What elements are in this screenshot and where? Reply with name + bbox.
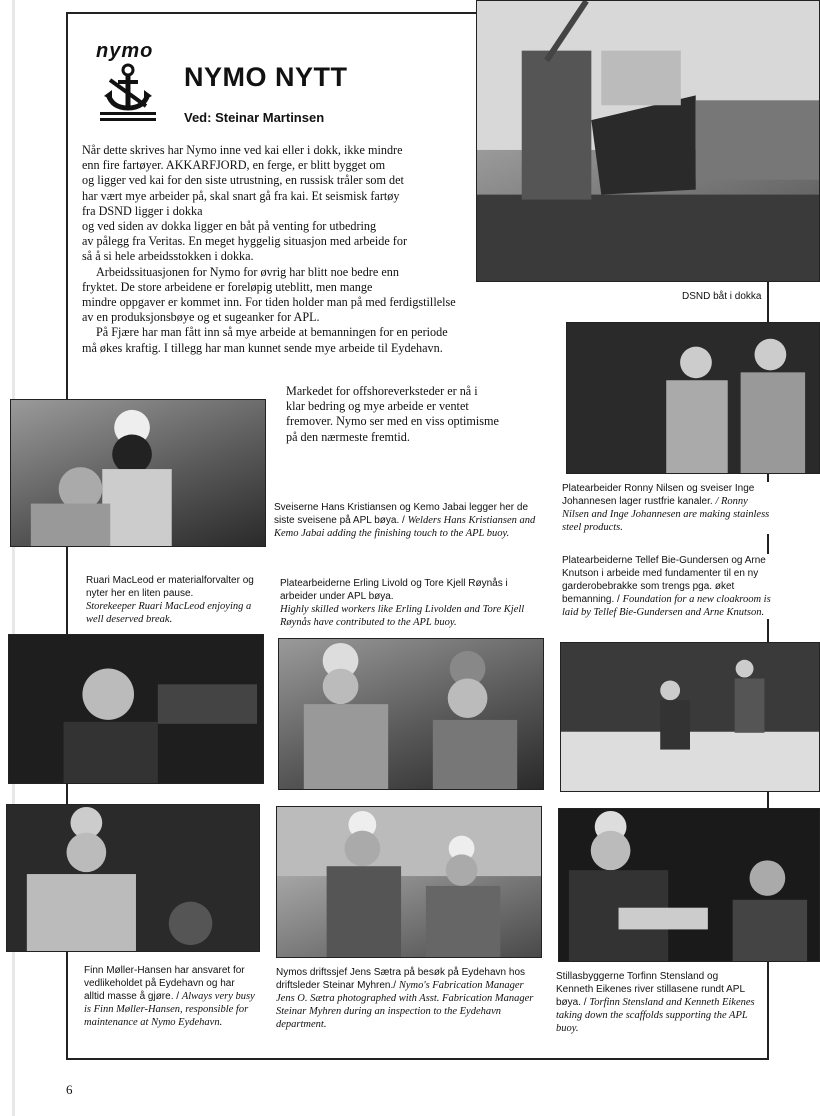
caption-dsnd: DSND båt i dokka xyxy=(682,291,762,302)
para-3: På Fjære har man fått inn så mye arbeide at bemanningen for en periode må økes kraftig. I tillegg har man kunnet sende mye arbeide til Eydehavn. xyxy=(82,325,448,355)
photo-finn xyxy=(6,804,260,952)
ruari-graphic xyxy=(9,635,263,783)
caption-ronny: Platearbeider Ronny Nilsen og sveiser Inge Johannesen lager rustfrie kanaler. / Ronny Nilsen and Inge Johannesen are making stainless steel products. xyxy=(562,482,772,534)
photo-ruari xyxy=(8,634,264,784)
photo-dsnd-ship xyxy=(476,0,820,282)
caption-welders: Sveiserne Hans Kristiansen og Kemo Jabai legger her de siste sveisene på APL bøya. / Welders Hans Kristiansen and Kemo Jabai adding the finishing touch to the APL buoy. xyxy=(274,502,536,539)
article-body xyxy=(82,143,474,356)
photo-ronny-inge xyxy=(566,322,820,474)
tellef-graphic xyxy=(561,643,819,791)
caption-tellef: Platearbeiderne Tellef Bie-Gundersen og Arne Knutson i arbeide med fundamenter til en ny garderobebrakke som trengs pga. øket bemanning. / Foundation for a new cloakroom is laid by Tellef Bie-Gundersen and Arne Knutson. xyxy=(562,555,771,618)
torfinn-graphic xyxy=(559,809,819,961)
caption-erling: Platearbeiderne Erling Livold og Tore Kjell Røynås i arbeider under APL bøya. Highly skilled workers like Erling Livolden and Tore Kjell Røynås have contributed to the APL buoy. xyxy=(280,577,546,629)
photo-jens-steinar xyxy=(276,806,542,958)
caption-torfinn: Stillasbyggerne Torfinn Stensland og Kenneth Eikenes river stillasene rundt APL bøya. / Torfinn Stensland and Kenneth Eikenes taking down the scaffolds supporting the APL buoy. xyxy=(556,971,755,1034)
page-title: NYMO NYTT xyxy=(184,62,348,92)
para-4: Markedet for offshoreverksteder er nå i klar bedring og mye arbeide er ventet fremover. Nymo ser med en viss optimisme på den nærmeste fremtid. xyxy=(286,384,499,444)
caption-ruari: Ruari MacLeod er materialforvalter og nyter her en liten pause. Storekeeper Ruari MacLeod enjoying a well deserved break. xyxy=(86,574,266,626)
finn-graphic xyxy=(7,805,259,951)
photo-welders xyxy=(10,399,266,547)
photo-torfinn-kenneth xyxy=(558,808,820,962)
para-1: Når dette skrives har Nymo inne ved kai eller i dokk, ikke mindre enn fire fartøyer. AKKARFJORD, en ferge, er blitt bygget om og ligger ved kai for den siste utrustning, en russisk tråler som det har vært mye arbeider på, skal snart gå fra kai. Et seismisk fartøy fra DSND ligger i dokka og ved siden av dokka ligger en båt på venting for utbedring av pålegg fra Veritas. En meget hyggelig situasjon med arbeide for så å si hele arbeidsstokken i dokka. xyxy=(82,143,408,264)
logo-wordmark: nymo xyxy=(96,40,154,62)
byline: Ved: Steinar Martinsen xyxy=(184,110,325,125)
ship-graphic xyxy=(477,1,819,281)
caption-finn: Finn Møller-Hansen har ansvaret for vedlikeholdet på Eydehavn og har alltid masse å gjøre. / Always very busy is Finn Møller-Hansen, responsible for maintenance at Nymo Eydehavn. xyxy=(84,965,255,1028)
jens-graphic xyxy=(277,807,541,957)
ronny-graphic xyxy=(567,323,819,473)
caption-jens: Nymos driftssjef Jens Sætra på besøk på Eydehavn hos driftsleder Steinar Myhren./ Nymo's Fabrication Manager Jens O. Sætra photographed with Asst. Fabrication Manager Steinar Myhren during an inspection to the Eydehavn department. xyxy=(276,966,538,1031)
para-2: Arbeidssituasjonen for Nymo for øvrig har blitt noe bedre enn fryktet. De store arbeidene er foreløpig uteblitt, men mange mindre oppgaver er kommet inn. For tiden holder man på med ferdigstillelse av en produksjonsbøye og et sugeanker for APL. xyxy=(82,264,456,325)
anchor-logo-icon xyxy=(96,60,160,124)
erling-graphic xyxy=(279,639,543,789)
welders-graphic xyxy=(11,400,265,546)
photo-erling-tore xyxy=(278,638,544,790)
page-number: 6 xyxy=(66,1082,73,1097)
photo-tellef-arne xyxy=(560,642,820,792)
